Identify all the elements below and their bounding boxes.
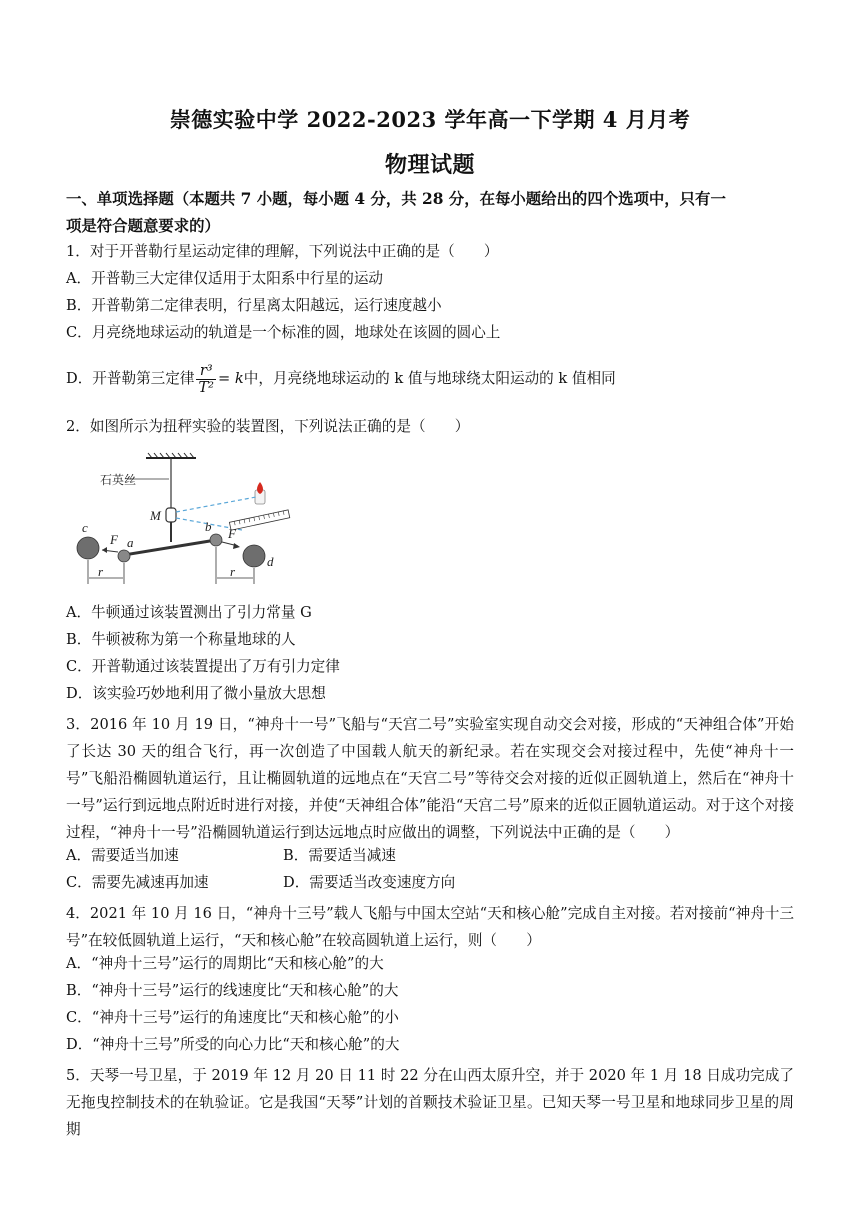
- light-flame: [257, 482, 263, 494]
- kepler-equals-k: = k: [218, 370, 244, 387]
- q2-option-d: D．该实验巧妙地利用了微小量放大思想: [66, 685, 326, 702]
- q1-option-d-prefix: D．开普勒第三定律: [66, 370, 195, 387]
- q3-option-c: C．需要先减速再加速: [66, 874, 209, 891]
- q1-option-b: B．开普勒第二定律表明，行星离太阳越远，运行速度越小: [66, 297, 442, 314]
- label-r1: r: [98, 564, 104, 579]
- exam-title: 崇德实验中学 2022-2023 学年高一下学期 4 月月考: [169, 107, 691, 132]
- scale-ruler: [229, 510, 289, 530]
- torsion-bar: [124, 540, 216, 555]
- kepler-fraction: [196, 363, 216, 396]
- mirror-label: M: [150, 508, 161, 523]
- section-heading-line1: 一、单项选择题（本题共 7 小题，每小题 4 分，共 28 分，在每小题给出的四个选项中，只有一: [66, 190, 726, 208]
- label-d: d: [267, 554, 274, 569]
- q1-option-c: C．月亮绕地球运动的轨道是一个标准的圆，地球处在该圆的圆心上: [66, 324, 501, 341]
- fiber-label: 石英丝: [100, 473, 137, 487]
- q4-option-a: A．“神舟十三号”运行的周期比“天和核心舱”的大: [66, 955, 384, 972]
- q1-option-d: [66, 362, 616, 396]
- label-b: b: [205, 519, 212, 534]
- large-sphere-c: [77, 537, 99, 559]
- mirror-m: [166, 508, 176, 522]
- label-F1: F: [110, 532, 118, 547]
- q5-stem: 5．天琴一号卫星，于 2019 年 12 月 20 日 11 时 22 分在山西太原升空，并于 2020 年 1 月 18 日成功完成了无拖曳控制技术的在轨验证。它是我国“天琴”计划的首颗技术验证卫星。已知天琴一号卫星和地球同步卫星的周期: [66, 1067, 794, 1138]
- q1-option-a: A．开普勒三大定律仅适用于太阳系中行星的运动: [66, 270, 384, 287]
- q4-stem: 4．2021 年 10 月 16 日，“神舟十三号”载人飞船与中国太空站“天和核心舱”完成自主对接。若对接前“神舟十三号”在较低圆轨道上运行，“天和核心舱”在较高圆轨道上运行，则（ ）: [66, 905, 794, 949]
- q4-option-d: D．“神舟十三号”所受的向心力比“天和核心舱”的大: [66, 1036, 400, 1053]
- force-arrowhead-a: [102, 547, 107, 553]
- exam-subtitle: 物理试题: [384, 152, 475, 178]
- q1-option-d-suffix: 中，月亮绕地球运动的 k 值与地球绕太阳运动的 k 值相同: [243, 370, 616, 387]
- label-F2: F: [228, 526, 236, 541]
- kepler-denominator: T²: [198, 378, 215, 396]
- q2-option-c: C．开普勒通过该装置提出了万有引力定律: [66, 658, 340, 675]
- q4-option-b: B．“神舟十三号”运行的线速度比“天和核心舱”的大: [66, 982, 399, 999]
- small-sphere-a: [118, 550, 130, 562]
- q2-option-a: A．牛顿通过该装置测出了引力常量 G: [66, 604, 312, 621]
- q3-option-a: A．需要适当加速: [66, 847, 179, 864]
- q3-stem: 3．2016 年 10 月 19 日，“神舟十一号”飞船与“天宫二号”实验室实现自动交会对接，形成的“天神组合体”开始了长达 30 天的组合飞行，再一次创造了中国载人航天的新纪录。若在实现交会对接过程中，先使“神舟十一号”飞船沿椭圆轨道运行，且让椭圆轨道的远地点在“天宫二号”等待交会对接的近似正圆轨道上，然后在“神舟十一号”运行到远地点附近时进行对接，并使“天神组合体”能沿“天宫二号”原来的近似正圆轨道运动。对于这个对接过程，“神舟十一号”沿椭圆轨道运行到达远地点时应做出的调整，下列说法中正确的是（ ）: [66, 716, 794, 841]
- incident-ray: [176, 497, 256, 512]
- section-heading-line2: 项是符合题意要求的）: [66, 217, 220, 235]
- small-sphere-b: [210, 534, 222, 546]
- torsion-balance-figure: [70, 452, 310, 602]
- q3-option-d: D．需要适当改变速度方向: [283, 874, 456, 891]
- label-r2: r: [230, 564, 236, 579]
- q1-stem: 1．对于开普勒行星运动定律的理解，下列说法中正确的是（ ）: [66, 243, 499, 260]
- q3-option-b: B．需要适当减速: [283, 847, 396, 864]
- q4-option-c: C．“神舟十三号”运行的角速度比“天和核心舱”的小: [66, 1009, 399, 1026]
- label-a: a: [127, 535, 134, 550]
- kepler-numerator: r³: [196, 363, 216, 380]
- q2-option-b: B．牛顿被称为第一个称量地球的人: [66, 631, 296, 648]
- q2-stem: 2．如图所示为扭秤实验的装置图，下列说法正确的是（ ）: [66, 418, 470, 435]
- force-arrowhead-b: [233, 543, 240, 549]
- label-c: c: [82, 520, 88, 535]
- large-sphere-d: [243, 545, 265, 567]
